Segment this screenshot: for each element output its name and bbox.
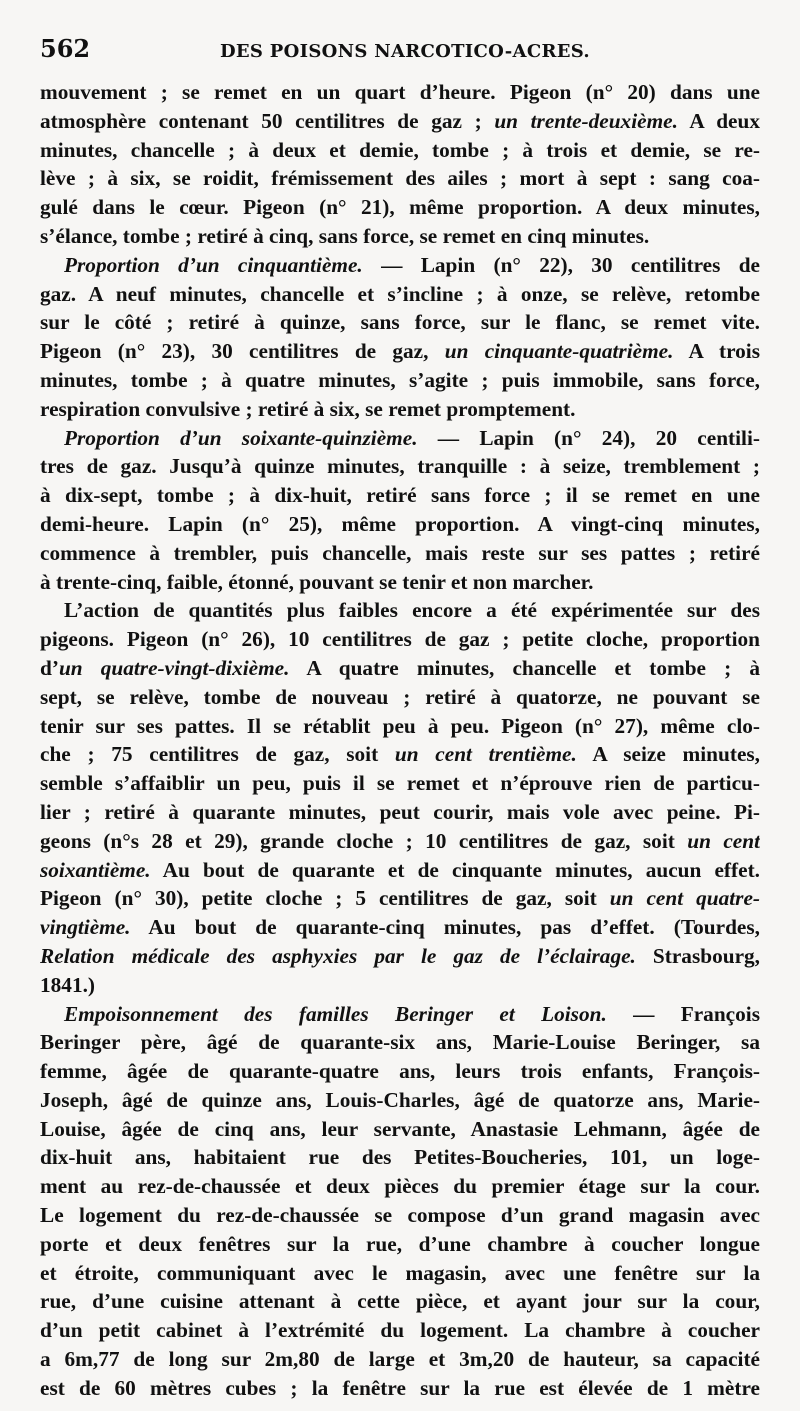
text-segment: respiration convulsive ; retiré à six, se remet promptement. bbox=[40, 396, 576, 421]
text-line bbox=[40, 136, 760, 165]
text-segment: à trente-cinq, faible, étonné, pouvant se tenir et non marcher. bbox=[40, 569, 594, 594]
text-line bbox=[40, 222, 760, 251]
text-line bbox=[40, 827, 760, 856]
text-segment: A quatre minutes, chancelle et tombe ; à bbox=[289, 655, 760, 680]
text-segment: Au bout de quarante et de cinquante minutes, aucun effet. bbox=[150, 857, 760, 882]
text-line bbox=[40, 107, 760, 136]
text-segment: commence à trembler, puis chancelle, mais reste sur ses pattes ; retiré bbox=[40, 540, 760, 565]
text-segment: porte et deux fenêtres sur la rue, d’une chambre à coucher longue bbox=[40, 1231, 760, 1256]
text-line bbox=[40, 1201, 760, 1230]
text-segment: Strasbourg, bbox=[635, 943, 760, 968]
text-line bbox=[40, 1345, 760, 1374]
text-segment: a 6m,77 de long sur 2m,80 de large et 3m,20 de hauteur, sa capacité bbox=[40, 1347, 760, 1372]
text-segment: A deux bbox=[677, 108, 760, 133]
italic-text: Relation médicale des asphyxies par le gaz de l’éclairage. bbox=[40, 943, 636, 968]
text-segment: à dix-sept, tombe ; à dix-huit, retiré sans force ; il se remet en une bbox=[40, 483, 760, 508]
text-segment: Le logement du rez-de-chaussée se compose d’un grand magasin avec bbox=[40, 1203, 760, 1228]
text-line bbox=[40, 452, 760, 481]
italic-text: un cent bbox=[687, 828, 760, 853]
italic-text: un cent quatre- bbox=[609, 886, 760, 911]
italic-text: un cinquante-quatrième. bbox=[444, 339, 674, 364]
italic-text: un cent trentième. bbox=[394, 742, 577, 767]
text-segment: gulé dans le cœur. Pigeon (n° 21), même proportion. A deux minutes, bbox=[40, 195, 760, 220]
text-segment: L’action de quantités plus faibles encore a été expérimentée sur des bbox=[64, 598, 760, 623]
text-segment: semble s’affaiblir un peu, puis il se remet et n’éprouve rien de particu- bbox=[40, 771, 760, 796]
italic-text: vingtième. bbox=[40, 915, 131, 940]
text-line bbox=[40, 1000, 760, 1029]
text-segment: Joseph, âgé de quinze ans, Louis-Charles, âgé de quatorze ans, Marie- bbox=[40, 1087, 760, 1112]
text-line bbox=[40, 683, 760, 712]
text-line bbox=[40, 510, 760, 539]
text-line bbox=[40, 1143, 760, 1172]
text-segment: dix-huit ans, habitaient rue des Petites-Boucheries, 101, un loge- bbox=[40, 1145, 760, 1170]
text-segment: atmosphère contenant 50 centilitres de gaz ; bbox=[40, 108, 495, 133]
text-segment: Pigeon (n° 30), petite cloche ; 5 centilitres de gaz, soit bbox=[40, 886, 610, 911]
text-line bbox=[40, 740, 760, 769]
text-line bbox=[40, 769, 760, 798]
text-segment: femme, âgée de quarante-quatre ans, leurs trois enfants, François- bbox=[40, 1059, 760, 1084]
text-segment: geons (n°s 28 et 29), grande cloche ; 10 centilitres de gaz, soit bbox=[40, 828, 688, 853]
text-line bbox=[40, 366, 760, 395]
text-line bbox=[40, 1374, 760, 1403]
text-segment: lève ; à six, se roidit, frémissement des ailes ; mort à sept : sang coa- bbox=[40, 166, 760, 191]
text-segment: Au bout de quarante-cinq minutes, pas d’effet. (Tourdes, bbox=[130, 915, 760, 940]
text-line bbox=[40, 1316, 760, 1345]
text-line bbox=[40, 481, 760, 510]
running-head bbox=[40, 34, 760, 78]
text-segment: mouvement ; se remet en un quart d’heure. Pigeon (n° 20) dans une bbox=[40, 80, 760, 104]
running-title: DES POISONS NARCOTICO-ACRES. bbox=[220, 41, 590, 62]
text-line bbox=[40, 568, 760, 597]
text-segment: Pigeon (n° 23), 30 centilitres de gaz, bbox=[40, 339, 445, 364]
italic-text: Proportion d’un soixante-quinzième. bbox=[64, 425, 418, 450]
text-segment: tenir sur ses pattes. Il se rétablit peu à peu. Pigeon (n° 27), même clo- bbox=[40, 713, 760, 738]
text-segment: demi-heure. Lapin (n° 25), même proportion. A vingt-cinq minutes, bbox=[40, 511, 760, 536]
text-line bbox=[40, 78, 760, 107]
italic-text: Empoisonnement des familles Beringer et Loison. bbox=[64, 1001, 607, 1026]
text-segment: A trois bbox=[673, 339, 760, 364]
text-segment: d’un petit cabinet à l’extrémité du logement. La chambre à coucher bbox=[40, 1318, 760, 1343]
text-line bbox=[40, 395, 760, 424]
text-line bbox=[40, 798, 760, 827]
text-line bbox=[40, 280, 760, 309]
text-segment: ment au rez-de-chaussée et deux pièces du premier étage sur la cour. bbox=[40, 1174, 760, 1199]
text-line bbox=[40, 654, 760, 683]
text-line bbox=[40, 1259, 760, 1288]
italic-text: un quatre-vingt-dixième. bbox=[58, 655, 290, 680]
text-segment: Louise, âgée de cinq ans, leur servante, Anastasie Lehmann, âgée de bbox=[40, 1116, 760, 1141]
text-line bbox=[40, 1172, 760, 1201]
text-segment: — Lapin (n° 22), 30 centilitres de bbox=[362, 252, 760, 277]
text-segment: minutes, tombe ; à quatre minutes, s’agite ; puis immobile, sans force, bbox=[40, 367, 760, 392]
text-line bbox=[40, 308, 760, 337]
text-line bbox=[40, 424, 760, 453]
text-segment: A seize minutes, bbox=[576, 742, 760, 767]
text-segment: — François bbox=[606, 1001, 760, 1026]
text-line bbox=[40, 1057, 760, 1086]
text-line bbox=[40, 971, 760, 1000]
text-line bbox=[40, 1287, 760, 1316]
text-segment: minutes, chancelle ; à deux et demie, tombe ; à trois et demie, se re- bbox=[40, 137, 760, 162]
text-line bbox=[40, 193, 760, 222]
text-line bbox=[40, 164, 760, 193]
text-segment: sur le côté ; retiré à quinze, sans force, sur le flanc, se remet vite. bbox=[40, 310, 760, 335]
text-segment: tres de gaz. Jusqu’à quinze minutes, tranquille : à seize, tremblement ; bbox=[40, 454, 760, 479]
text-segment: sept, se relève, tombe de nouveau ; retiré à quatorze, ne pouvant se bbox=[40, 684, 760, 709]
text-line bbox=[40, 337, 760, 366]
text-line bbox=[40, 884, 760, 913]
text-segment: gaz. A neuf minutes, chancelle et s’incline ; à onze, se relève, retombe bbox=[40, 281, 760, 306]
text-line bbox=[40, 251, 760, 280]
text-line bbox=[40, 1115, 760, 1144]
text-segment: che ; 75 centilitres de gaz, soit bbox=[40, 742, 395, 767]
italic-text: soixantième. bbox=[40, 857, 151, 882]
text-line bbox=[40, 913, 760, 942]
text-segment: s’élance, tombe ; retiré à cinq, sans force, se remet en cinq minutes. bbox=[40, 223, 650, 248]
text-segment: et étroite, communiquant avec le magasin, avec une fenêtre sur la bbox=[40, 1260, 760, 1285]
text-line bbox=[40, 596, 760, 625]
text-segment: pigeons. Pigeon (n° 26), 10 centilitres de gaz ; petite cloche, proportion bbox=[40, 627, 760, 652]
text-line bbox=[40, 1028, 760, 1057]
text-segment: rue, d’une cuisine attenant à cette pièce, et ayant jour sur la cour, bbox=[40, 1289, 760, 1314]
text-line bbox=[40, 625, 760, 654]
italic-text: un trente-deuxième. bbox=[494, 108, 678, 133]
text-line bbox=[40, 539, 760, 568]
text-segment: Beringer père, âgé de quarante-six ans, Marie-Louise Beringer, sa bbox=[40, 1030, 760, 1055]
text-line bbox=[40, 1086, 760, 1115]
text-segment: 1841.) bbox=[40, 972, 96, 997]
page-number: 562 bbox=[40, 34, 91, 63]
italic-text: Proportion d’un cinquantième. bbox=[64, 252, 363, 277]
text-line bbox=[40, 856, 760, 885]
body-text bbox=[40, 78, 760, 1403]
text-segment: d’ bbox=[40, 655, 59, 680]
text-line bbox=[40, 942, 760, 971]
text-line bbox=[40, 712, 760, 741]
text-segment: est de 60 mètres cubes ; la fenêtre sur la rue est élevée de 1 mètre bbox=[40, 1375, 760, 1400]
text-line bbox=[40, 1230, 760, 1259]
text-segment: lier ; retiré à quarante minutes, peut courir, mais vole avec peine. Pi- bbox=[40, 799, 760, 824]
text-segment: — Lapin (n° 24), 20 centili- bbox=[417, 425, 760, 450]
